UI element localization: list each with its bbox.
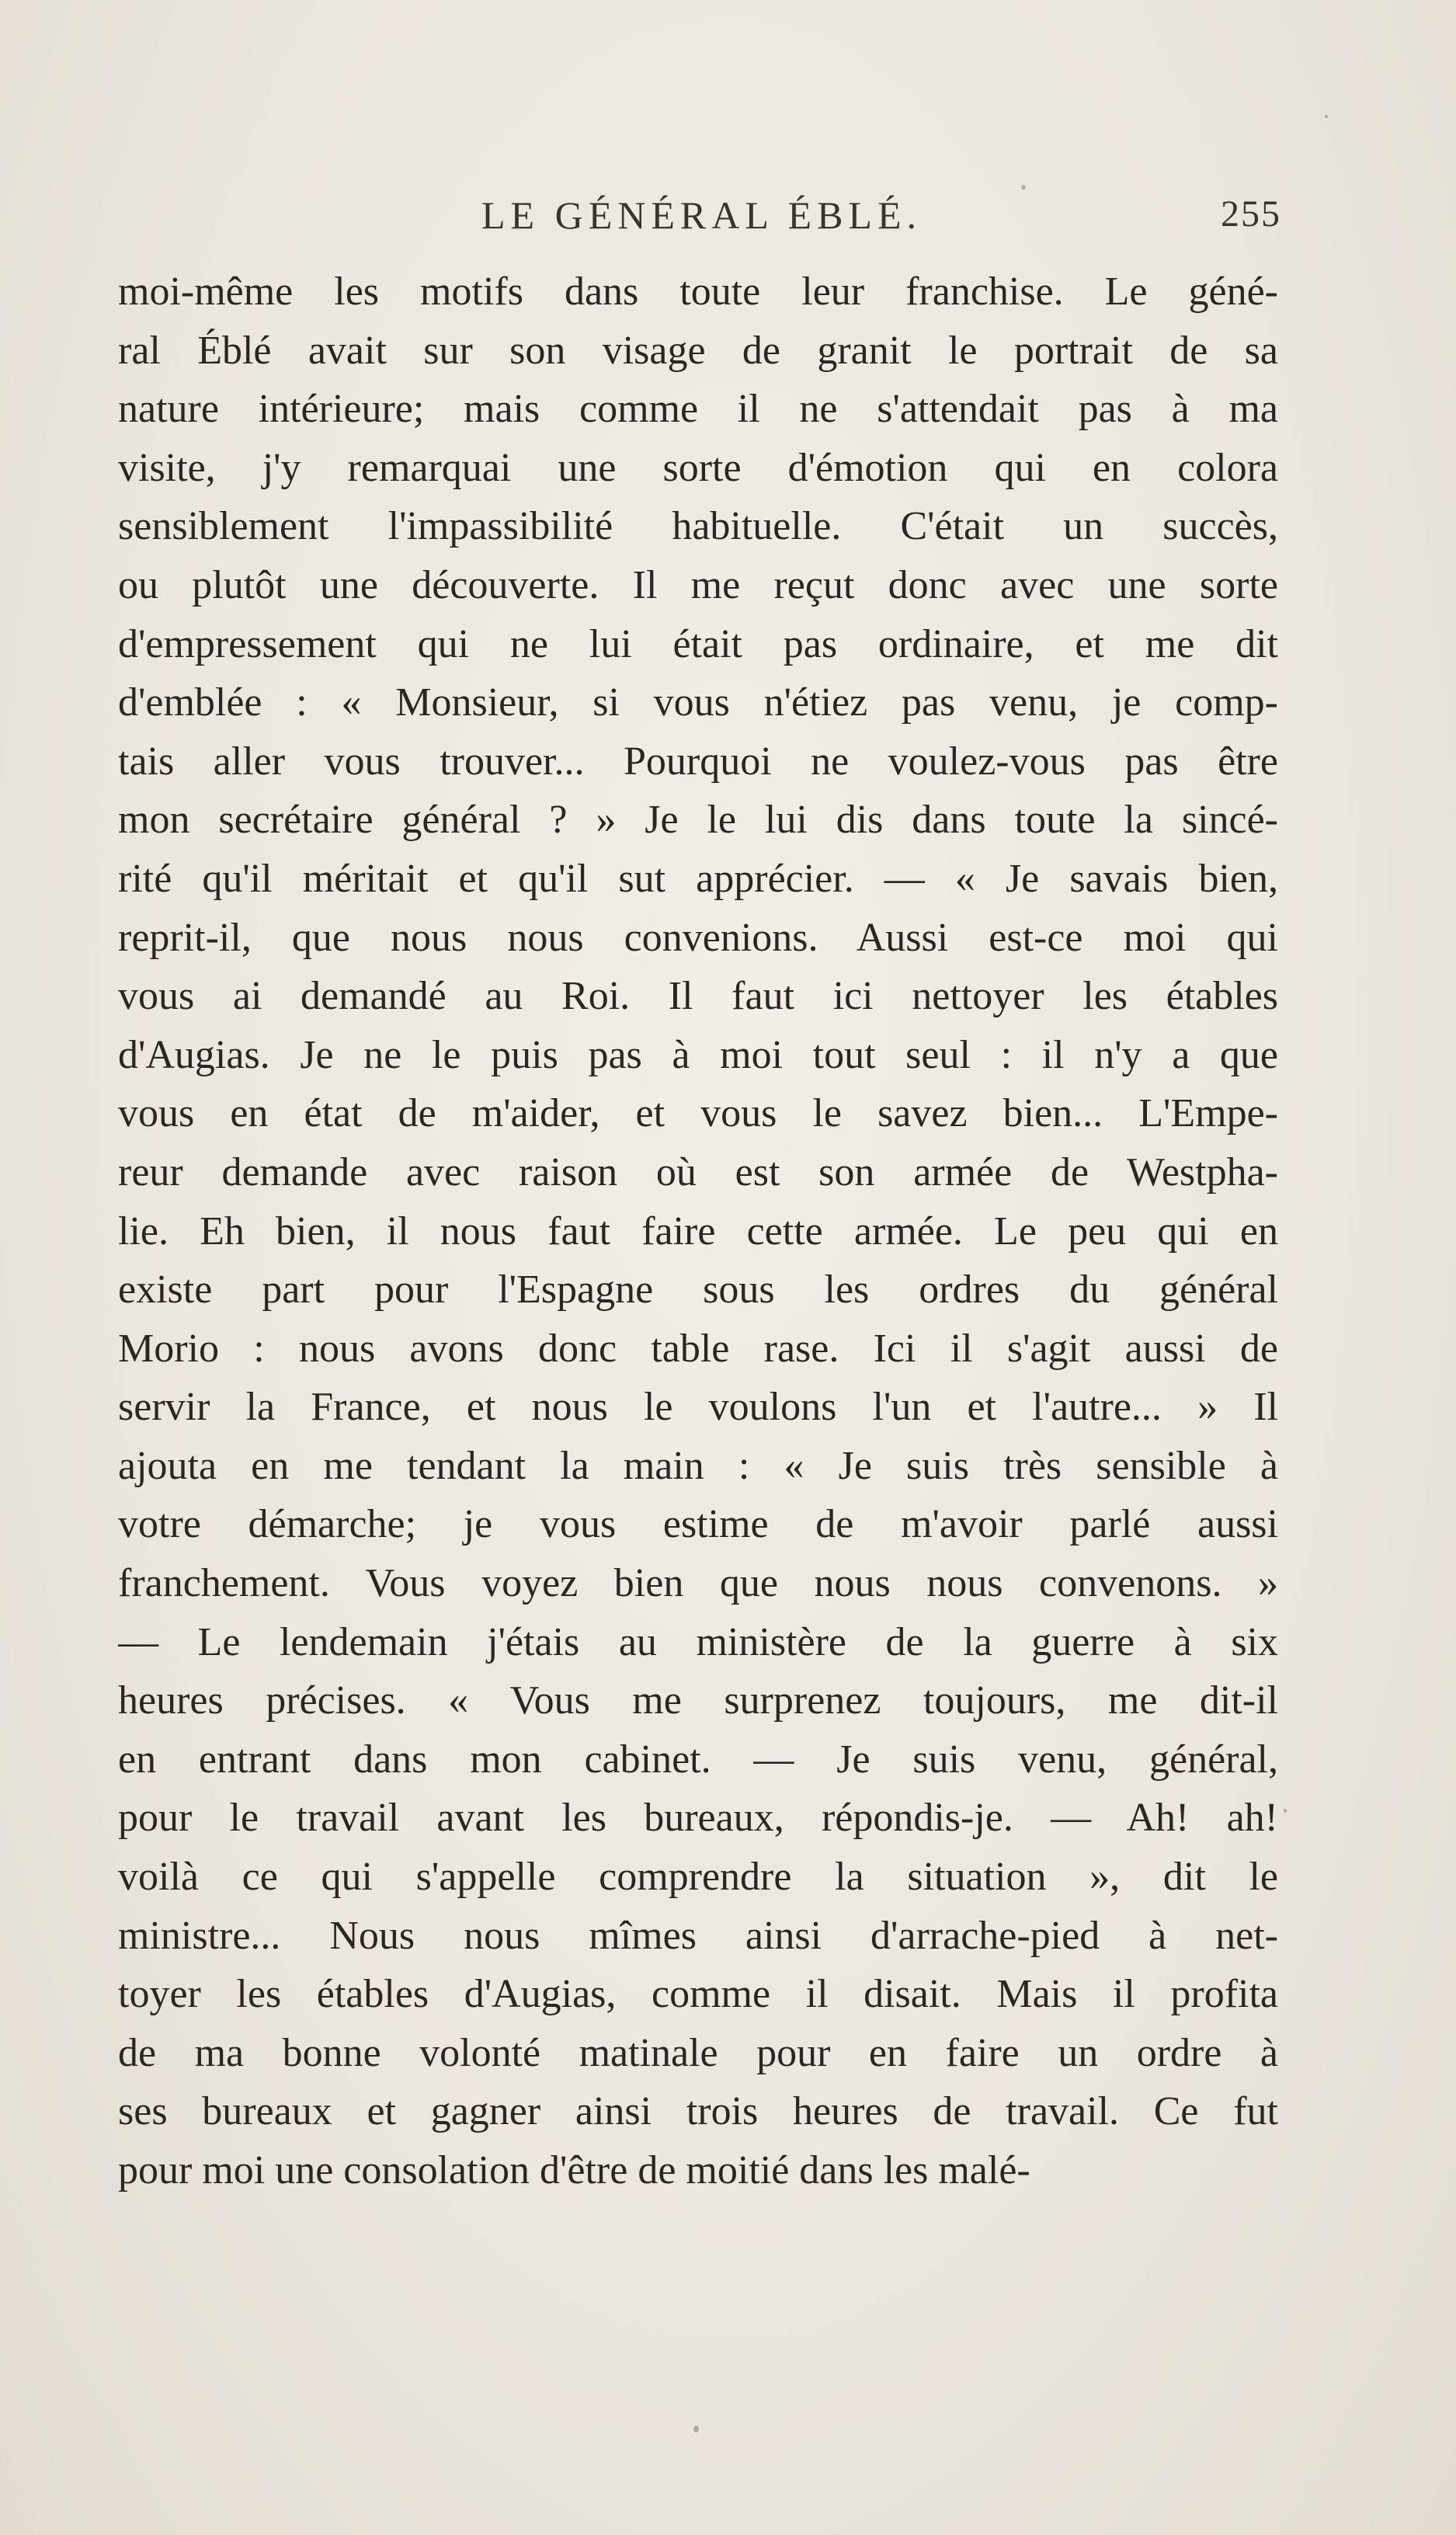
text-line: Morio : nous avons donc table rase. Ici il s'agit aussi de (118, 1326, 1278, 1371)
text-line: en entrant dans mon cabinet. — Je suis venu, général, (118, 1737, 1278, 1782)
paper-speck (1284, 1809, 1287, 1813)
text-line: ral Éblé avait sur son visage de granit le portrait de sa (118, 328, 1278, 373)
text-line: heures précises. « Vous me surprenez toujours, me dit-il (118, 1678, 1278, 1723)
text-line: voilà ce qui s'appelle comprendre la situation », dit le (118, 1855, 1278, 1900)
text-line: sensiblement l'impassibilité habituelle. C'était un succès, (118, 504, 1278, 549)
text-line: existe part pour l'Espagne sous les ordres du général (118, 1268, 1278, 1313)
text-line: moi-même les motifs dans toute leur franchise. Le géné- (118, 269, 1278, 314)
text-line: d'empressement qui ne lui était pas ordinaire, et me dit (118, 621, 1278, 666)
paper-speck (1021, 185, 1026, 190)
text-line: rité qu'il méritait et qu'il sut apprécier. — « Je savais bien, (118, 856, 1278, 901)
text-line: tais aller vous trouver... Pourquoi ne voulez-vous pas être (118, 739, 1278, 784)
body-text (118, 263, 1278, 2200)
text-line: nature intérieure; mais comme il ne s'attendait pas à ma (118, 387, 1278, 432)
paper-speck (693, 2425, 699, 2432)
text-line: visite, j'y remarquai une sorte d'émotion qui en colora (118, 445, 1278, 490)
text-line: vous en état de m'aider, et vous le savez bien... L'Empe- (118, 1091, 1278, 1136)
paper-speck (1325, 115, 1328, 118)
text-line: ses bureaux et gagner ainsi trois heures de travail. Ce fut (118, 2089, 1278, 2134)
page-header (116, 193, 1281, 255)
text-line: pour le travail avant les bureaux, répondis-je. — Ah! ah! (118, 1796, 1278, 1841)
running-title: LE GÉNÉRAL ÉBLÉ. (481, 193, 923, 237)
text-line: toyer les étables d'Augias, comme il disait. Mais il profita (118, 1972, 1278, 2017)
text-line: ajouta en me tendant la main : « Je suis très sensible à (118, 1443, 1278, 1488)
text-line: d'Augias. Je ne le puis pas à moi tout seul : il n'y a que (118, 1032, 1278, 1077)
text-line: votre démarche; je vous estime de m'avoir parlé aussi (118, 1502, 1278, 1547)
text-line: servir la France, et nous le voulons l'un et l'autre... » Il (118, 1385, 1278, 1430)
text-line: pour moi une consolation d'être de moitié dans les malé- (118, 2148, 1030, 2192)
text-line: d'emblée : « Monsieur, si vous n'étiez pas venu, je comp- (118, 680, 1278, 725)
text-line: de ma bonne volonté matinale pour en faire un ordre à (118, 2030, 1278, 2075)
text-line: ou plutôt une découverte. Il me reçut donc avec une sorte (118, 562, 1278, 607)
text-line: vous ai demandé au Roi. Il faut ici nettoyer les étables (118, 974, 1278, 1019)
page-number: 255 (1221, 193, 1281, 235)
text-line: mon secrétaire général ? » Je le lui dis dans toute la sincé- (118, 798, 1278, 843)
text-line: reur demande avec raison où est son armée de Westpha- (118, 1149, 1278, 1194)
text-line: ministre... Nous nous mîmes ainsi d'arrache-pied à net- (118, 1913, 1278, 1958)
text-line: reprit-il, que nous nous convenions. Aussi est-ce moi qui (118, 915, 1278, 960)
text-line: franchement. Vous voyez bien que nous nous convenons. » (118, 1561, 1278, 1606)
text-line: — Le lendemain j'étais au ministère de la guerre à six (118, 1619, 1278, 1664)
text-line: lie. Eh bien, il nous faut faire cette armée. Le peu qui en (118, 1208, 1278, 1254)
